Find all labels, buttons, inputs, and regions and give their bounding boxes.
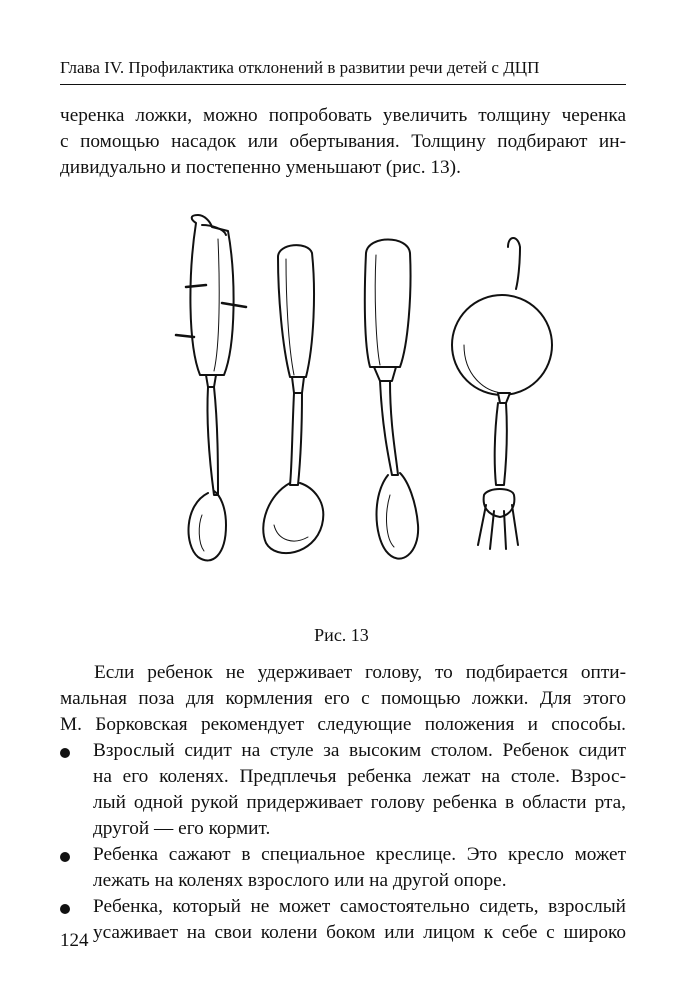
text-line: лый одной рукой придерживает голову ребенка в области рта, (93, 792, 626, 813)
spoon-thick-handle (263, 245, 323, 553)
intro-paragraph (60, 103, 626, 181)
text-line: мальная поза для кормления его с помощью ложки. Для этого (60, 688, 626, 709)
cutlery-illustration (118, 195, 592, 605)
text-line: Если ребенок не удерживает голову, то подбирается опти- (94, 662, 626, 683)
text-line: на его коленях. Предплечья ребенка лежат на столе. Взрос- (93, 766, 626, 787)
bullet-icon (60, 748, 70, 758)
bullet-icon (60, 852, 70, 862)
text-line: Ребенка сажают в специальное креслице. Это кресло может (93, 844, 626, 865)
page-number: 124 (60, 930, 89, 951)
text-line: с помощью насадок или обертывания. Толщину подбирают ин- (60, 131, 626, 152)
bullet-icon (60, 904, 70, 914)
text-line: Взрослый сидит на стуле за высоким столом. Ребенок сидит (93, 740, 626, 761)
spoon-bulb-handle (365, 240, 418, 559)
figure-caption: Рис. 13 (314, 625, 369, 645)
text-line: Ребенка, который не может самостоятельно сидеть, взрослый (93, 896, 626, 917)
running-header: Глава IV. Профилактика отклонений в развитии речи детей с ДЦП (60, 58, 540, 77)
text-line: черенка ложки, можно попробовать увеличить толщину черенка (60, 105, 626, 126)
fork-with-ball-handle (452, 238, 552, 549)
spoon-with-pegs (176, 215, 246, 560)
text-line: М. Борковская рекомендует следующие положения и способы. (60, 714, 626, 735)
header-rule (60, 84, 626, 85)
body-paragraph (60, 660, 626, 738)
text-line: усаживает на свои колени боком или лицом к себе с широко (93, 922, 626, 943)
text-line: лежать на коленях взрослого или на другой опоре. (93, 870, 507, 891)
text-line: дивидуально и постепенно уменьшают (рис. 13). (60, 157, 461, 178)
text-line: другой — его кормит. (93, 818, 271, 839)
